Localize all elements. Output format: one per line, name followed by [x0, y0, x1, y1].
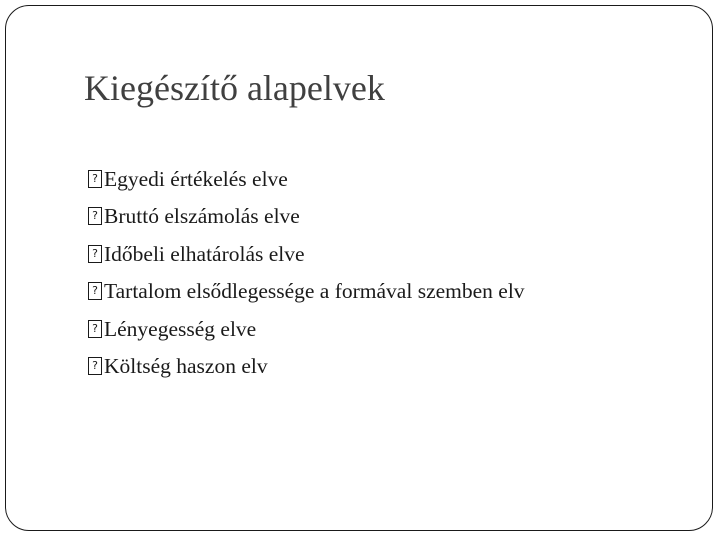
- bullet-text: Időbeli elhatárolás elve: [104, 241, 305, 266]
- missing-glyph-icon: [88, 357, 102, 375]
- bullet-text: Bruttó elszámolás elve: [104, 204, 300, 229]
- slide-title: Kiegészítő alapelvek: [84, 68, 385, 108]
- list-item: [88, 238, 525, 275]
- bullet-text: Egyedi értékelés elve: [104, 167, 288, 191]
- bullet-text: Tartalom elsődlegessége a formával szemben elv: [104, 279, 525, 304]
- slide-frame: [5, 5, 713, 531]
- list-item: [88, 275, 525, 312]
- missing-glyph-icon: [88, 320, 102, 338]
- list-item: [88, 313, 525, 350]
- missing-glyph-icon: [88, 207, 102, 225]
- missing-glyph-icon: [88, 245, 102, 263]
- list-item: [88, 163, 525, 200]
- missing-glyph-icon: [88, 170, 102, 188]
- bullet-list: [88, 163, 525, 387]
- bullet-text: Költség haszon elv: [104, 353, 268, 378]
- bullet-text: Lényegesség elve: [104, 316, 257, 341]
- missing-glyph-icon: [88, 282, 102, 300]
- list-item: [88, 200, 525, 237]
- list-item: [88, 350, 525, 387]
